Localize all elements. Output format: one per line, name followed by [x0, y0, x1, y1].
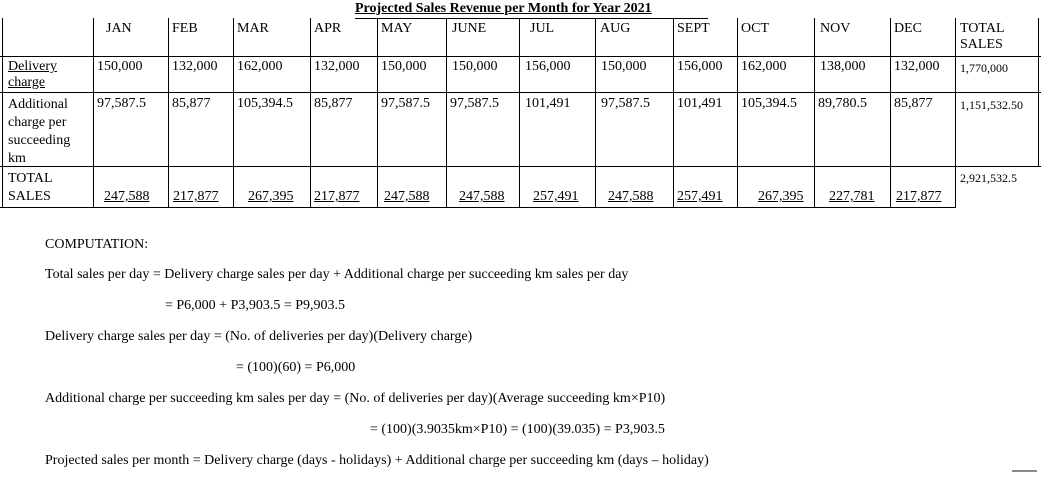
table-col-rule	[737, 18, 738, 208]
table-rule-bottom	[0, 207, 955, 208]
additional-cell: 89,780.5	[818, 96, 867, 111]
total-cell: 247,588	[459, 189, 505, 204]
formula-delivery-charge-per-day: Delivery charge sales per day = (No. of deliveries per day)(Delivery charge)	[45, 329, 473, 344]
additional-cell: 85,877	[894, 96, 933, 111]
table-col-rule	[2, 18, 3, 208]
additional-cell: 85,877	[314, 96, 353, 111]
row-label-delivery: Delivery charge	[8, 59, 57, 90]
table-rule-row1-bottom	[0, 92, 1041, 93]
total-cell: 267,395	[758, 189, 804, 204]
table-col-rule	[233, 18, 234, 208]
table-col-rule	[595, 18, 596, 208]
additional-cell: 97,587.5	[601, 96, 650, 111]
formula-additional-charge-per-day: Additional charge per succeeding km sales per day = (No. of deliveries per day)(Average succeeding km×P10)	[45, 391, 666, 406]
total-cell: 227,781	[829, 189, 875, 204]
table-rule-top	[355, 18, 708, 19]
month-header: SEPT	[677, 21, 710, 36]
additional-cell: 105,394.5	[237, 96, 293, 111]
table-title: Projected Sales Revenue per Month for Year 2021	[355, 1, 652, 16]
delivery-cell: 150,000	[601, 59, 647, 74]
total-cell: 247,588	[104, 189, 150, 204]
table-col-rule	[955, 18, 956, 208]
additional-cell: 97,587.5	[97, 96, 146, 111]
grand-total: 2,921,532.5	[960, 171, 1017, 185]
table-col-rule	[446, 18, 447, 208]
month-header: APR	[314, 21, 342, 36]
table-col-rule	[1038, 18, 1039, 167]
total-sales-header: TOTAL SALES	[960, 21, 1004, 52]
delivery-cell: 132,000	[172, 59, 218, 74]
total-cell: 247,588	[608, 189, 654, 204]
table-rule-header-bottom	[0, 56, 1041, 57]
table-col-rule	[377, 18, 378, 208]
delivery-total: 1,770,000	[960, 61, 1008, 75]
table-rule-row2-bottom	[0, 166, 1041, 167]
additional-cell: 85,877	[172, 96, 211, 111]
month-header: DEC	[894, 21, 922, 36]
table-col-rule	[519, 18, 520, 208]
additional-cell: 105,394.5	[741, 96, 797, 111]
delivery-cell: 132,000	[894, 59, 940, 74]
total-cell: 257,491	[533, 189, 579, 204]
month-header: JUL	[530, 21, 555, 36]
month-header: MAR	[237, 21, 269, 36]
additional-cell: 101,491	[677, 96, 723, 111]
month-header: AUG	[600, 21, 631, 36]
scrollbar-indicator[interactable]	[1012, 470, 1037, 472]
table-col-rule	[168, 18, 169, 208]
delivery-cell: 162,000	[237, 59, 283, 74]
table-col-rule	[93, 18, 94, 208]
table-col-rule	[310, 18, 311, 208]
delivery-cell: 162,000	[741, 59, 787, 74]
month-header: OCT	[741, 21, 769, 36]
delivery-cell: 150,000	[452, 59, 498, 74]
additional-cell: 97,587.5	[381, 96, 430, 111]
computation-heading: COMPUTATION:	[45, 237, 149, 252]
additional-total: 1,151,532.50	[960, 98, 1023, 112]
total-cell: 217,877	[314, 189, 360, 204]
row-label-additional: Additional charge per succeeding km	[8, 97, 71, 166]
sales-table	[0, 0, 1041, 210]
formula-delivery-charge-result: = (100)(60) = P6,000	[236, 360, 356, 375]
table-col-rule	[814, 18, 815, 208]
month-header: MAY	[381, 21, 413, 36]
delivery-cell: 138,000	[820, 59, 866, 74]
total-cell: 217,877	[173, 189, 219, 204]
table-col-rule	[890, 18, 891, 208]
total-cell: 257,491	[677, 189, 723, 204]
total-cell: 217,877	[896, 189, 942, 204]
additional-cell: 97,587.5	[450, 96, 499, 111]
month-header: JUNE	[452, 21, 487, 36]
formula-projected-sales-per-month: Projected sales per month = Delivery charge (days - holidays) + Additional charge per succeeding km (days – holiday)	[45, 453, 709, 468]
table-col-rule	[673, 18, 674, 208]
month-header: NOV	[820, 21, 851, 36]
formula-total-sales-result: = P6,000 + P3,903.5 = P9,903.5	[165, 298, 346, 313]
formula-total-sales-per-day: Total sales per day = Delivery charge sales per day + Additional charge per succeeding km sales per day	[45, 267, 629, 282]
delivery-cell: 156,000	[677, 59, 723, 74]
total-cell: 247,588	[384, 189, 430, 204]
total-cell: 267,395	[248, 189, 294, 204]
delivery-cell: 150,000	[381, 59, 427, 74]
formula-additional-charge-result: = (100)(3.9035km×P10) = (100)(39.035) = P3,903.5	[370, 422, 665, 437]
delivery-cell: 150,000	[97, 59, 143, 74]
month-header: JAN	[106, 21, 132, 36]
month-header: FEB	[172, 21, 198, 36]
additional-cell: 101,491	[525, 96, 571, 111]
row-label-total: TOTAL SALES	[8, 171, 52, 204]
delivery-cell: 132,000	[314, 59, 360, 74]
delivery-cell: 156,000	[525, 59, 571, 74]
